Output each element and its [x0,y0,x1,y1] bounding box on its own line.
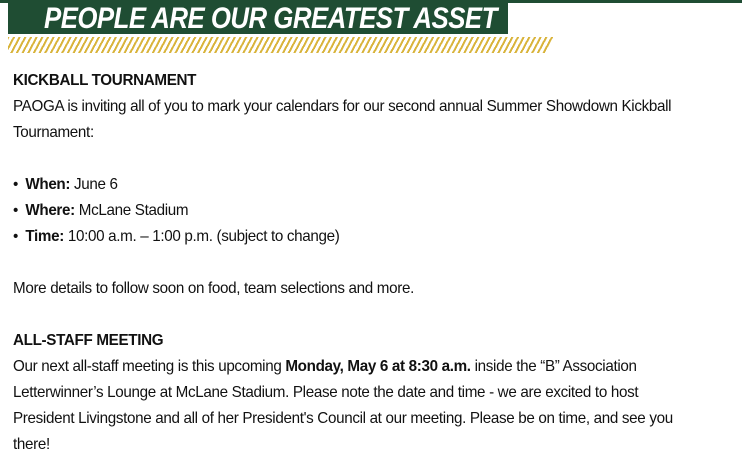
bullet-icon: • [13,176,19,193]
meeting-date-emphasis: Monday, May 6 at 8:30 a.m. [285,358,471,375]
banner-title: PEOPLE ARE OUR GREATEST ASSET [44,2,497,35]
time-value: 10:00 a.m. – 1:00 p.m. (subject to change) [67,228,340,245]
bullet-icon: • [13,228,19,245]
meeting-text-before: Our next all-staff meeting is this upcoming [13,358,286,375]
decorative-hatch-stripe [8,37,556,53]
list-item-time [13,224,702,250]
section-banner [8,3,508,34]
spacer [13,302,702,328]
meeting-paragraph [13,354,702,458]
list-item-where [13,198,702,224]
kickball-more-details: More details to follow soon on food, team selections and more. [13,280,415,297]
list-item-when [13,172,702,198]
kickball-heading: KICKBALL TOURNAMENT [13,72,197,89]
spacer [13,250,702,276]
where-value: McLane Stadium [78,202,189,219]
where-label: Where: [25,202,75,219]
article-body [13,68,702,458]
meeting-text-after: inside the “B” Association Letterwinner’s Lounge at McLane Stadium. Please note the date and time - we are excited to host President Livingstone and all of her President's Council at our meeting. Please be on time, and see you there! [13,358,673,453]
spacer [13,146,702,172]
time-label: Time: [25,228,64,245]
kickball-details-list [13,172,702,250]
when-value: June 6 [74,176,118,193]
bullet-icon: • [13,202,19,219]
when-label: When: [25,176,71,193]
kickball-intro: PAOGA is inviting all of you to mark your calendars for our second annual Summer Showdown Kickball Tournament: [13,98,672,141]
meeting-heading: ALL-STAFF MEETING [13,332,164,349]
